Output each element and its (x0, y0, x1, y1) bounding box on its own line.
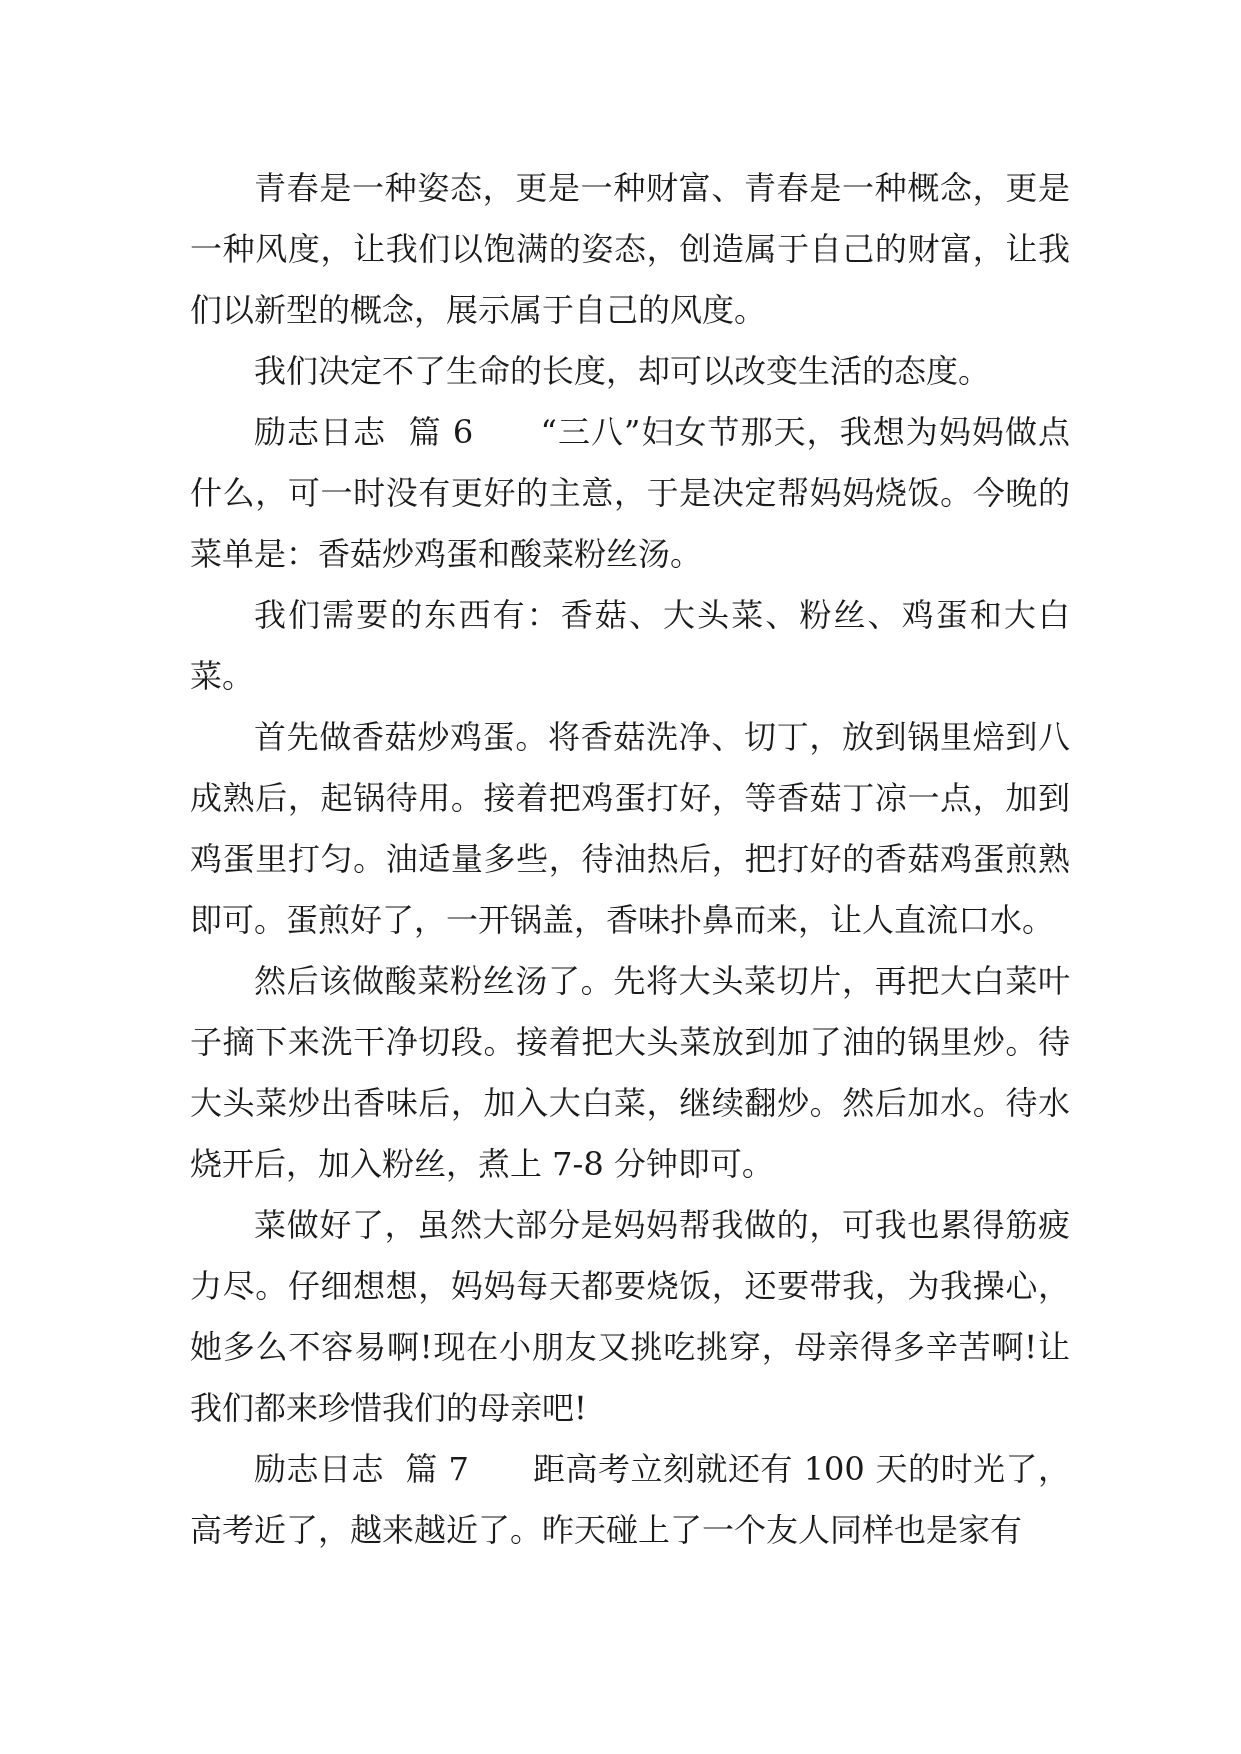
document-body (190, 158, 1070, 1561)
paragraph-entry-7-intro: 励志日志 篇 7 距高考立刻就还有 100 天的时光了，高考近了，越来越近了。昨天碰上了一个友人同样也是家有 (190, 1450, 1070, 1549)
paragraph-pickle-soup: 然后该做酸菜粉丝汤了。先将大头菜切片，再把大白菜叶子摘下来洗干净切段。接着把大头菜放到加了油的锅里炒。待大头菜炒出香味后，加入大白菜，继续翻炒。然后加水。待水烧开后，加入粉丝，煮上 7-8 分钟即可。 (190, 962, 1070, 1183)
paragraph-life-attitude: 我们决定不了生命的长度，却可以改变生活的态度。 (254, 352, 991, 390)
paragraph-mushroom-eggs: 首先做香菇炒鸡蛋。将香菇洗净、切丁，放到锅里焙到八成熟后，起锅待用。接着把鸡蛋打好，等香菇丁凉一点，加到鸡蛋里打匀。油适量多些，待油热后，把打好的香菇鸡蛋煎熟即可。蛋煎好了，一开锅盖，香味扑鼻而来，让人直流口水。 (190, 718, 1070, 939)
paragraph-youth: 青春是一种姿态，更是一种财富、青春是一种概念，更是一种风度，让我们以饱满的姿态，创造属于自己的财富，让我们以新型的概念，展示属于自己的风度。 (190, 169, 1070, 329)
paragraph-entry-6-intro: 励志日志 篇 6 “三八”妇女节那天，我想为妈妈做点什么，可一时没有更好的主意，于是决定帮妈妈烧饭。今晚的菜单是：香菇炒鸡蛋和酸菜粉丝汤。 (190, 413, 1070, 573)
paragraph-ingredients: 我们需要的东西有：香菇、大头菜、粉丝、鸡蛋和大白菜。 (190, 596, 1070, 695)
paragraph-reflection: 菜做好了，虽然大部分是妈妈帮我做的，可我也累得筋疲力尽。仔细想想，妈妈每天都要烧饭，还要带我，为我操心，她多么不容易啊!现在小朋友又挑吃挑穿，母亲得多辛苦啊!让我们都来珍惜我们的母亲吧! (190, 1206, 1070, 1427)
